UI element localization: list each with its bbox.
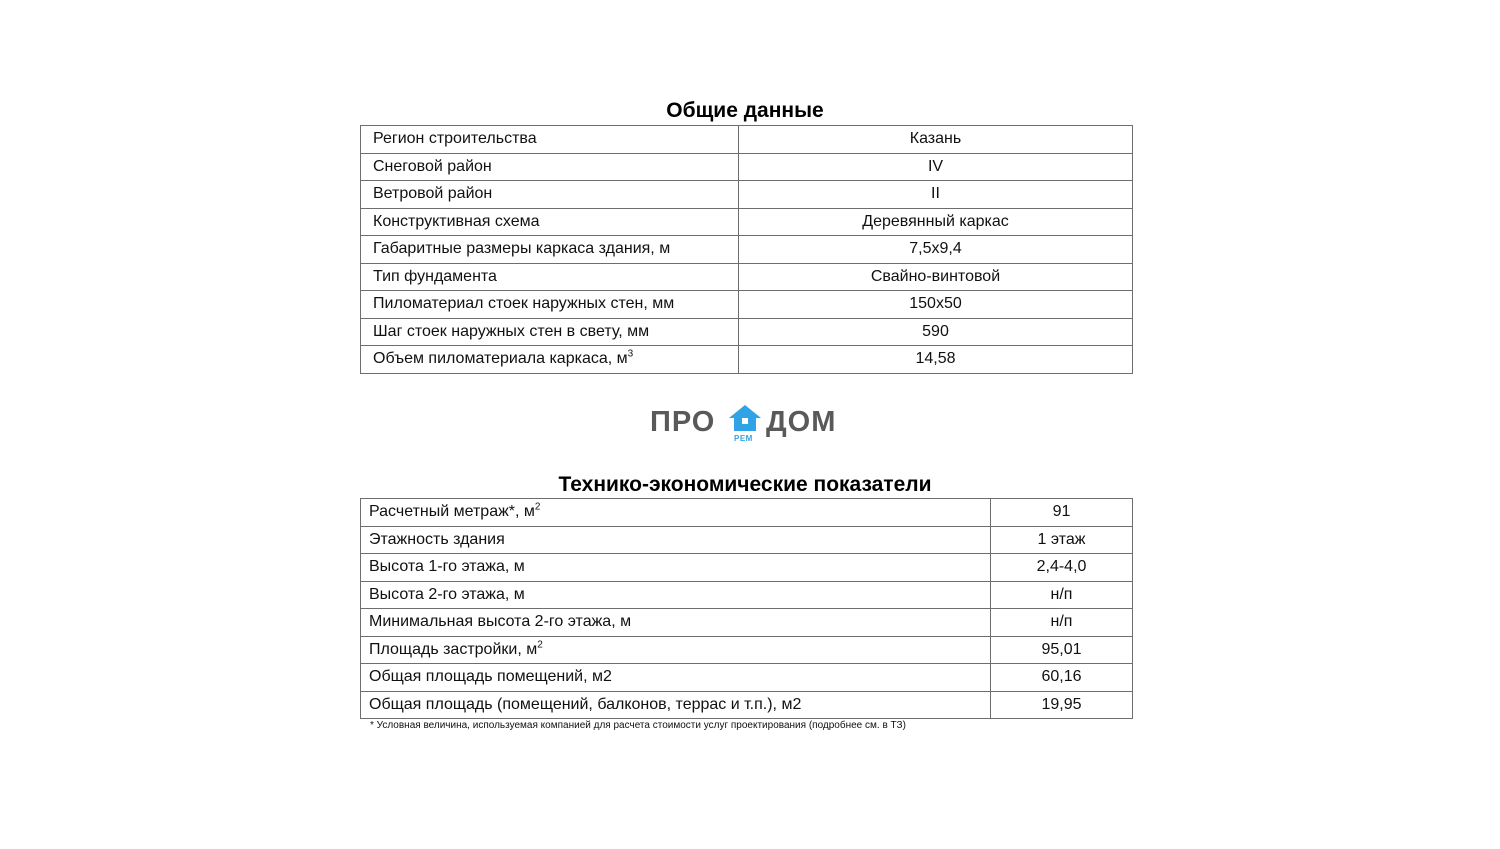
- row-value: 91: [991, 499, 1133, 527]
- row-label-text: Расчетный метраж*, м: [369, 503, 535, 521]
- row-value: Казань: [739, 126, 1133, 154]
- row-value: 60,16: [991, 664, 1133, 692]
- house-icon: [728, 404, 762, 432]
- footnote: * Условная величина, используемая компанией для расчета стоимости услуг проектирования (подробнее см. в ТЗ): [370, 720, 906, 731]
- row-label: [361, 346, 739, 374]
- row-label-text: Объем пиломатериала каркаса, м: [373, 350, 628, 368]
- table-row: [361, 153, 1133, 181]
- logo-left-word: ПРО: [650, 406, 716, 438]
- table-row: [361, 691, 1133, 719]
- row-value: 590: [739, 318, 1133, 346]
- row-value: 14,58: [739, 346, 1133, 374]
- unit-superscript: 3: [627, 348, 634, 360]
- row-value: 150x50: [739, 291, 1133, 319]
- row-value: II: [739, 181, 1133, 209]
- table-row: [361, 318, 1133, 346]
- logo-sub-word: РЕМ: [734, 434, 753, 443]
- row-label: Высота 2-го этажа, м: [361, 581, 991, 609]
- company-logo: [650, 400, 850, 450]
- row-label: Общая площадь помещений, м2: [361, 664, 991, 692]
- table-row: [361, 609, 1133, 637]
- table-row: [361, 208, 1133, 236]
- table-row: [361, 581, 1133, 609]
- table-row: [361, 636, 1133, 664]
- table-row: [361, 554, 1133, 582]
- table-row: [361, 664, 1133, 692]
- row-label: Габаритные размеры каркаса здания, м: [361, 236, 739, 264]
- row-value: 2,4-4,0: [991, 554, 1133, 582]
- row-label: Пиломатериал стоек наружных стен, мм: [361, 291, 739, 319]
- row-label: Тип фундамента: [361, 263, 739, 291]
- row-label: Минимальная высота 2-го этажа, м: [361, 609, 991, 637]
- table-row: [361, 291, 1133, 319]
- logo-right-word: ДОМ: [766, 406, 837, 438]
- table-row: [361, 126, 1133, 154]
- unit-superscript: 2: [537, 639, 543, 651]
- row-label: Регион строительства: [361, 126, 739, 154]
- row-label: Общая площадь (помещений, балконов, террас и т.п.), м2: [361, 691, 991, 719]
- row-value: Деревянный каркас: [739, 208, 1133, 236]
- row-label: Высота 1-го этажа, м: [361, 554, 991, 582]
- row-label: Конструктивная схема: [361, 208, 739, 236]
- tech-indicators-table: [360, 498, 1133, 719]
- row-value: н/п: [991, 609, 1133, 637]
- table-row: [361, 181, 1133, 209]
- table-row: [361, 346, 1133, 374]
- row-value: IV: [739, 153, 1133, 181]
- table-row: [361, 526, 1133, 554]
- row-label: Этажность здания: [361, 526, 991, 554]
- row-value: 19,95: [991, 691, 1133, 719]
- row-value: 7,5x9,4: [739, 236, 1133, 264]
- table-row: [361, 499, 1133, 527]
- row-label: [361, 499, 991, 527]
- general-data-table: [360, 125, 1133, 374]
- table-row: [361, 236, 1133, 264]
- unit-superscript: 2: [534, 501, 541, 513]
- row-label: Снеговой район: [361, 153, 739, 181]
- row-value: 95,01: [991, 636, 1133, 664]
- row-value: н/п: [991, 581, 1133, 609]
- row-label-text: Площадь застройки, м: [369, 640, 538, 658]
- row-label: Шаг стоек наружных стен в свету, мм: [361, 318, 739, 346]
- row-label: Ветровой район: [361, 181, 739, 209]
- general-data-title: Общие данные: [666, 99, 824, 122]
- row-value: Свайно-винтовой: [739, 263, 1133, 291]
- table-row: [361, 263, 1133, 291]
- tech-indicators-title: Технико-экономические показатели: [558, 473, 932, 496]
- row-label: [361, 636, 991, 664]
- row-value: 1 этаж: [991, 526, 1133, 554]
